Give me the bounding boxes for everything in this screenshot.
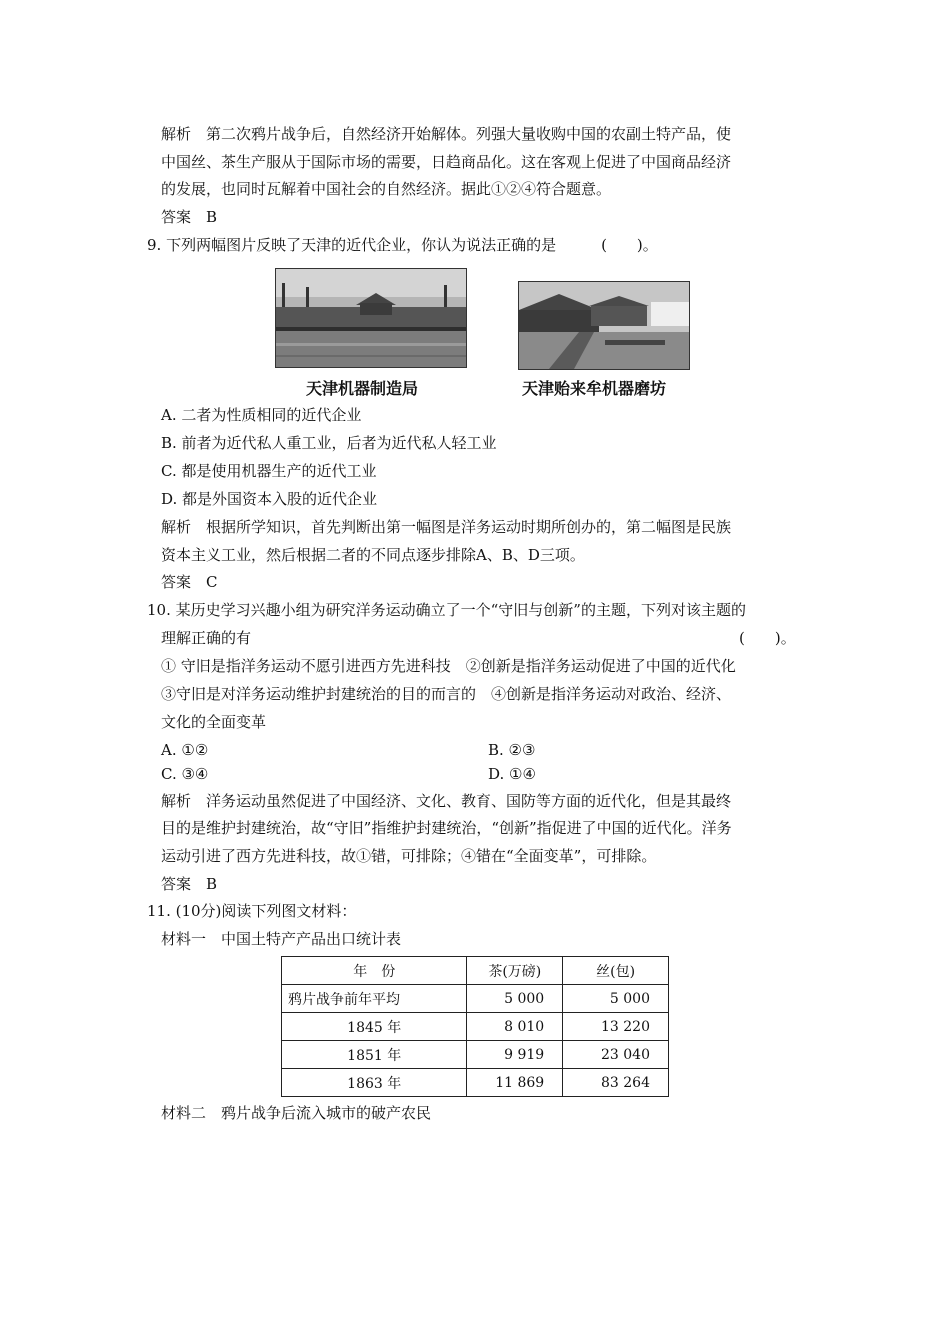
photo-caption-1: 天津机器制造局 <box>306 379 419 398</box>
table-cell-tea: 11 869 <box>467 1069 563 1097</box>
q8-answer: 答案 B <box>161 208 218 226</box>
q10-item-line-3: 文化的全面变革 <box>161 713 267 731</box>
q8-analysis-line-1: 解析 第二次鸦片战争后，自然经济开始解体。列强大量收购中国的农副土特产品，使 <box>161 125 732 143</box>
table-cell-tea: 9 919 <box>467 1041 563 1069</box>
q10-option-c: C. ③④ <box>161 765 209 783</box>
header-silk: 丝(包) <box>563 957 669 985</box>
q10-analysis-line-1: 解析 洋务运动虽然促进了中国经济、文化、教育、国防等方面的近代化，但是其最终 <box>161 792 732 810</box>
q8-analysis-line-3: 的发展，也同时瓦解着中国社会的自然经济。据此①②④符合题意。 <box>161 180 612 198</box>
header-tea: 茶(万磅) <box>467 957 563 985</box>
q9-option-b: B. 前者为近代私人重工业，后者为近代私人轻工业 <box>161 434 497 452</box>
table-row <box>282 985 669 1013</box>
q10-stem-line-2: 理解正确的有 <box>161 629 252 647</box>
q8-analysis-line-2: 中国丝、茶生产服从于国际市场的需要，日趋商品化。这在客观上促进了中国商品经济 <box>161 153 732 171</box>
q9-analysis-line-1: 解析 根据所学知识，首先判断出第一幅图是洋务运动时期所创办的，第二幅图是民族 <box>161 518 732 536</box>
table-header-row <box>282 957 669 985</box>
tianjin-machinery-bureau-photo <box>275 268 467 368</box>
q10-item-line-2: ③守旧是对洋务运动维护封建统治的目的而言的 ④创新是指洋务运动对政治、经济、 <box>161 685 732 703</box>
tianjin-mill-photo <box>518 281 690 370</box>
table-cell-year: 1863 年 <box>282 1069 467 1097</box>
q9-option-d: D. 都是外国资本入股的近代企业 <box>161 490 378 508</box>
table-cell-year: 1851 年 <box>282 1041 467 1069</box>
q9-analysis-line-2: 资本主义工业，然后根据二者的不同点逐步排除A、B、D三项。 <box>161 546 585 564</box>
q9-answer: 答案 C <box>161 573 218 591</box>
q10-option-a: A. ①② <box>161 741 209 759</box>
table-cell-tea: 8 010 <box>467 1013 563 1041</box>
q10-stem-line-1: 10. 某历史学习兴趣小组为研究洋务运动确立了一个“守旧与创新”的主题，下列对该主题的 <box>147 601 746 619</box>
q10-answer-bracket: ( )。 <box>739 629 796 647</box>
q11-stem: 11. (10分)阅读下列图文材料： <box>147 902 357 920</box>
q10-analysis-line-2: 目的是维护封建统治，故“守旧”指维护封建统治，“创新”指促进了中国的近代化。洋务 <box>161 819 732 837</box>
table-cell-year: 鸦片战争前年平均 <box>282 985 467 1013</box>
table-cell-silk: 13 220 <box>563 1013 669 1041</box>
q9-stem: 9. 下列两幅图片反映了天津的近代企业，你认为说法正确的是 ( )。 <box>147 236 658 254</box>
header-year: 年 份 <box>282 957 467 985</box>
q10-option-b: B. ②③ <box>488 741 536 759</box>
table-cell-tea: 5 000 <box>467 985 563 1013</box>
table-row <box>282 1069 669 1097</box>
q10-item-line-1: ① 守旧是指洋务运动不愿引进西方先进科技 ②创新是指洋务运动促进了中国的近代化 <box>161 657 736 675</box>
export-stats-table <box>281 956 669 1097</box>
photo-caption-2: 天津贻来牟机器磨坊 <box>522 379 667 398</box>
table-cell-silk: 5 000 <box>563 985 669 1013</box>
table-cell-silk: 83 264 <box>563 1069 669 1097</box>
table-row <box>282 1013 669 1041</box>
table-cell-year: 1845 年 <box>282 1013 467 1041</box>
material-2-title: 材料二 鸦片战争后流入城市的破产农民 <box>161 1104 432 1122</box>
q10-option-d: D. ①④ <box>488 765 536 783</box>
q10-analysis-line-3: 运动引进了西方先进科技，故①错，可排除；④错在“全面变革”，可排除。 <box>161 847 657 865</box>
material-1-title: 材料一 中国土特产产品出口统计表 <box>161 930 402 948</box>
table-cell-silk: 23 040 <box>563 1041 669 1069</box>
table-row <box>282 1041 669 1069</box>
q9-option-a: A. 二者为性质相同的近代企业 <box>161 406 362 424</box>
q10-answer: 答案 B <box>161 875 218 893</box>
q9-option-c: C. 都是使用机器生产的近代工业 <box>161 462 377 480</box>
